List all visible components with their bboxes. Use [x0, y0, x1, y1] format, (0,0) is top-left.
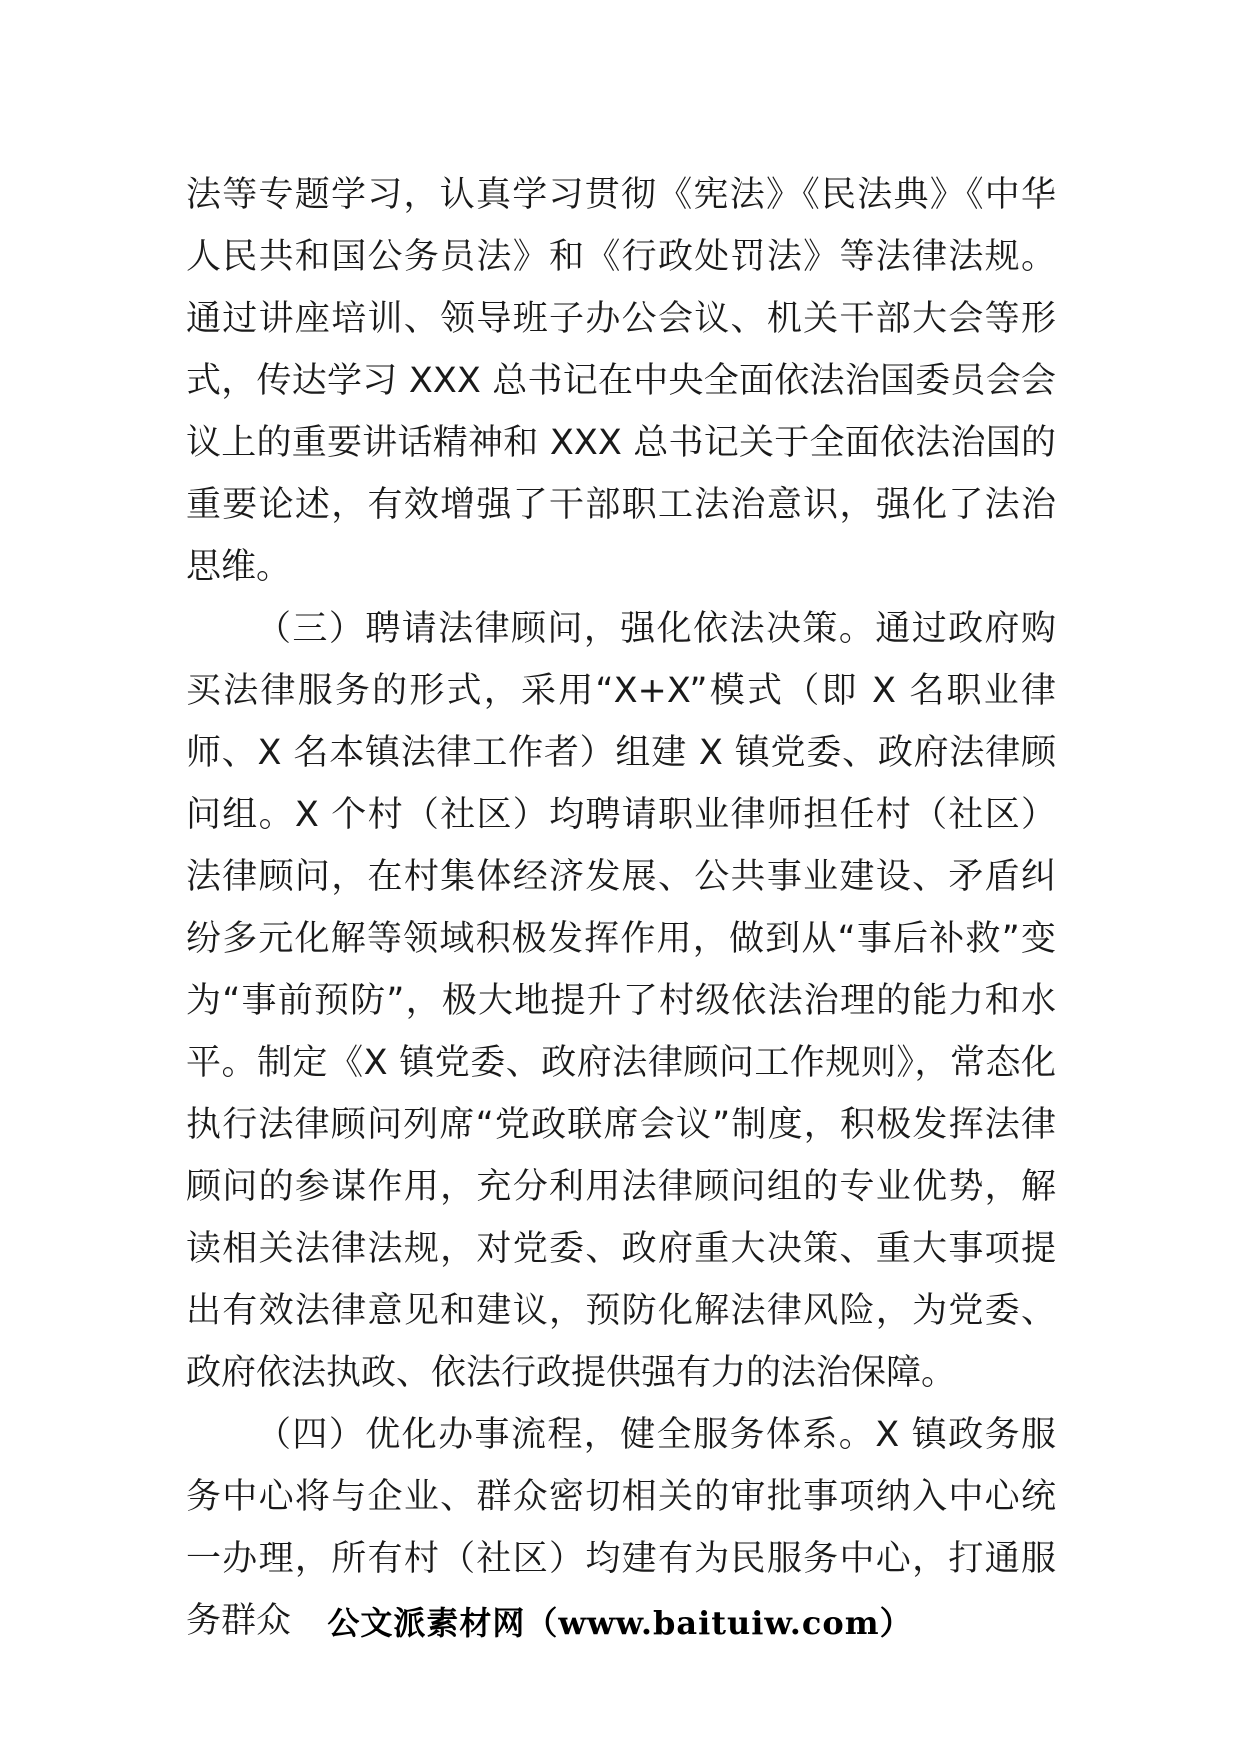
paragraph-legal-study: 法等专题学习，认真学习贯彻《宪法》《民法典》《中华人民共和国公务员法》和《行政处罚法》等法律法规。通过讲座培训、领导班子办公会议、机关干部大会等形式，传达学习 XXX 总书记在中央全面依法治国委员会会议上的重要讲话精神和 XXX 总书记关于全面依法治国的重要论述，有效增强了干部职工法治意识，强化了法治思维。 [186, 175, 1056, 587]
paragraph-legal-advisor: （三）聘请法律顾问，强化依法决策。通过政府购买法律服务的形式，采用“X+X”模式（即 X 名职业律师、X 名本镇法律工作者）组建 X 镇党委、政府法律顾问组。X 个村（社区）均聘请职业律师担任村（社区）法律顾问，在村集体经济发展、公共事业建设、矛盾纠纷多元化解等领域积极发挥作用，做到从“事后补救”变为“事前预防”，极大地提升了村级依法治理的能力和水平。制定《X 镇党委、政府法律顾问工作规则》，常态化执行法律顾问列席“党政联席会议”制度，积极发挥法律顾问的参谋作用，充分利用法律顾问组的专业优势，解读相关法律法规，对党委、政府重大决策、重大事项提出有效法律意见和建议，预防化解法律风险，为党委、政府依法执政、依法行政提供强有力的法治保障。 [186, 609, 1056, 1393]
footer-watermark-text: 公文派素材网（www.baituiw.com） [327, 1604, 913, 1642]
document-body [186, 164, 1056, 1652]
paragraph-service-process: （四）优化办事流程，健全服务体系。X 镇政务服务中心将与企业、群众密切相关的审批事项纳入中心统一办理，所有村（社区）均建有为民服务中心，打通服务群众 [186, 1415, 1056, 1641]
